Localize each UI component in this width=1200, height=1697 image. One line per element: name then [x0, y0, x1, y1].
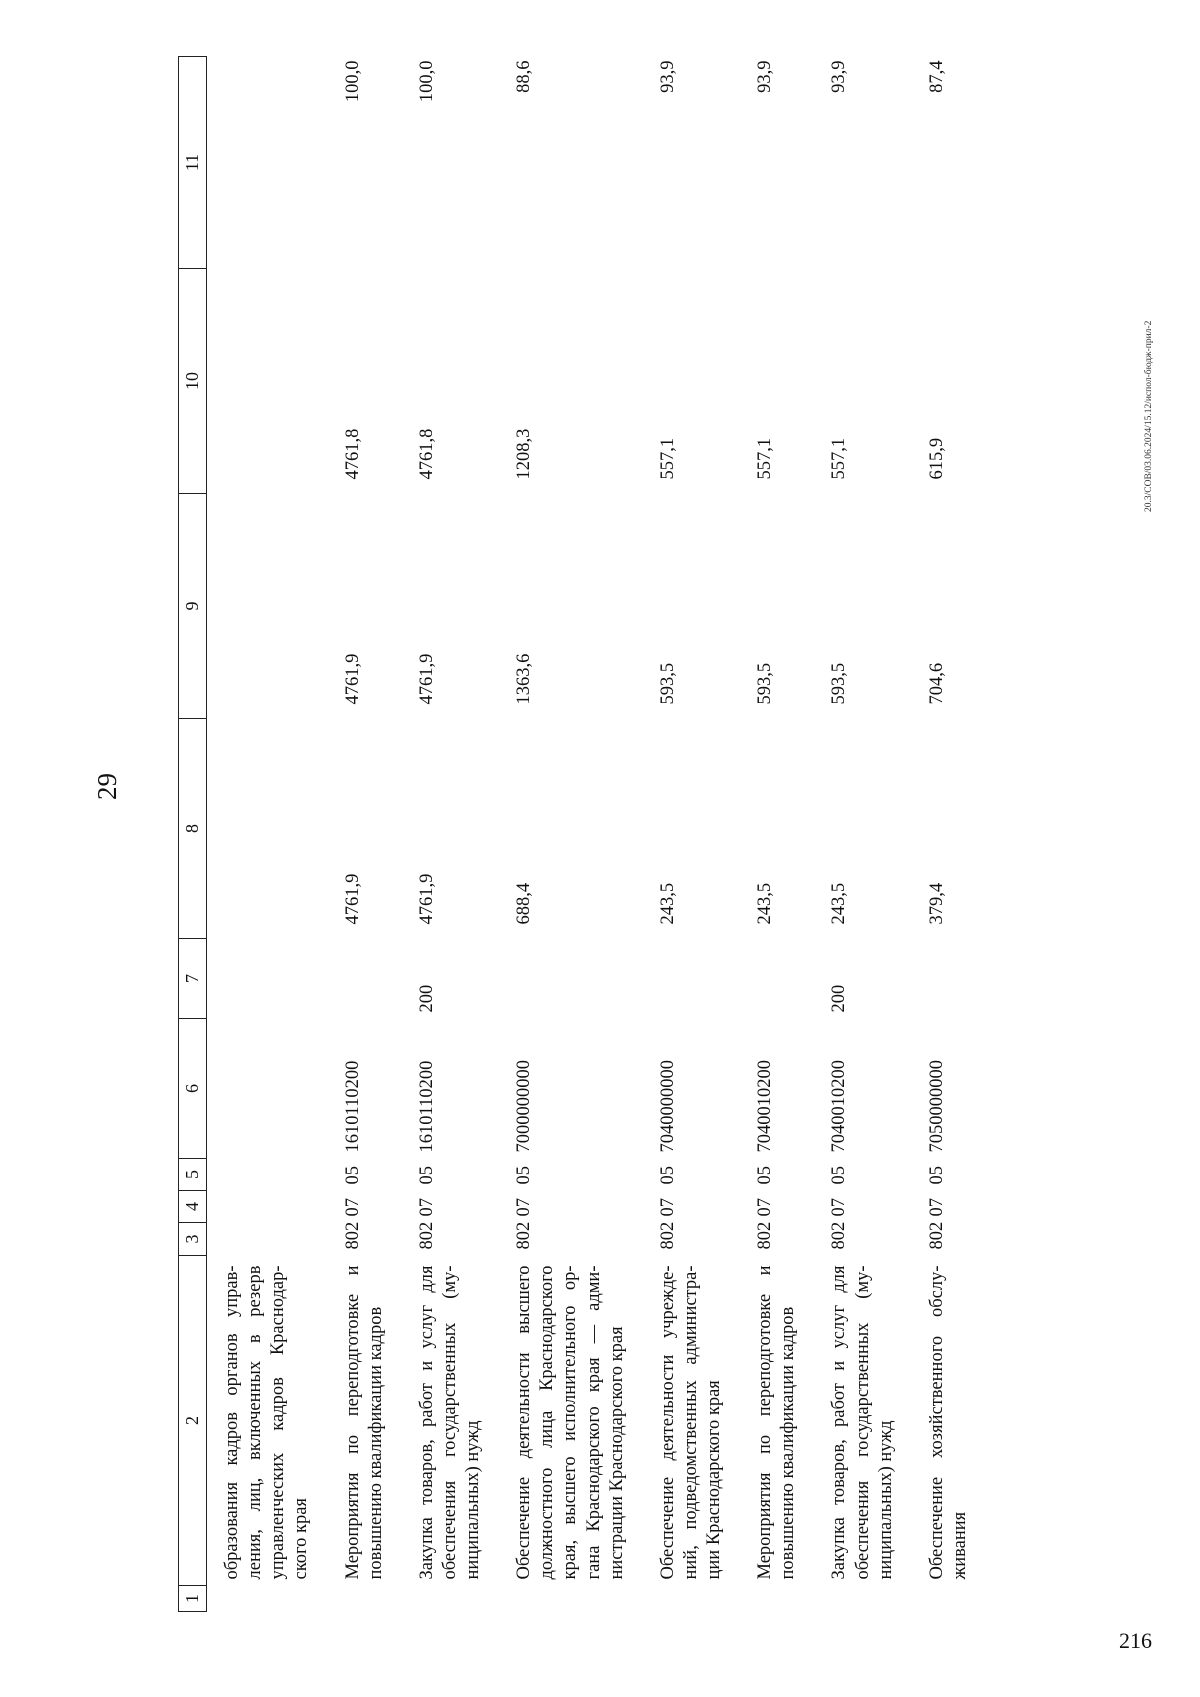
table-cell-col-7	[207, 939, 328, 1019]
table-cell-col-7: 200	[416, 984, 437, 1013]
header-col-8: 8	[179, 719, 207, 939]
table-cell-col-4: 07	[755, 1198, 776, 1217]
table-cell-col-1	[207, 1586, 328, 1612]
table-cell-col-9: 593,5	[829, 662, 850, 705]
table-cell-col-8: 243,5	[829, 882, 850, 925]
table-cell-col-9	[207, 494, 328, 719]
table-cell-col-1	[643, 1586, 740, 1612]
table-cell-col-3: 802	[829, 1221, 850, 1250]
header-col-2: 2	[179, 1256, 207, 1586]
table-cell-col-5: 05	[755, 1166, 776, 1185]
header-col-11: 11	[179, 57, 207, 269]
table-row	[402, 57, 499, 1612]
table-cell-col-8: 243,5	[755, 882, 776, 925]
table-cell-col-1	[402, 1586, 499, 1612]
table-cell-col-7	[643, 939, 740, 1019]
header-col-3: 3	[179, 1223, 207, 1256]
table-row	[328, 57, 402, 1612]
table-cell-col-8: 688,4	[514, 882, 535, 925]
table-cell-col-2: Мероприятия по переподготовке и повышению квалификации кадров	[342, 1265, 386, 1580]
table-cell-col-2: Обеспечение деятельности учрежде-ний, подведомственных администра-ции Краснодарского края	[657, 1265, 724, 1580]
header-col-9: 9	[179, 494, 207, 719]
table-cell-col-4	[207, 1191, 328, 1223]
table-cell-col-10: 557,1	[657, 437, 678, 480]
table-cell-col-9: 4761,9	[416, 653, 437, 705]
header-col-4: 4	[179, 1191, 207, 1223]
table-cell-col-7	[499, 939, 643, 1019]
table-cell-col-4: 07	[829, 1198, 850, 1217]
table-cell-col-6	[207, 1019, 328, 1159]
table-cell-col-10: 1208,3	[514, 428, 535, 480]
table-cell-col-3: 802	[926, 1221, 947, 1250]
table-cell-col-2: Мероприятия по переподготовке и повышению квалификации кадров	[755, 1265, 799, 1580]
table-cell-col-4: 07	[342, 1198, 363, 1217]
table-cell-col-5: 05	[926, 1166, 947, 1185]
header-col-7: 7	[179, 939, 207, 1019]
table-cell-col-10: 4761,8	[342, 428, 363, 480]
table-cell-col-7	[328, 939, 402, 1019]
sheet-number: 216	[1119, 1628, 1152, 1653]
table-cell-col-3: 802	[657, 1221, 678, 1250]
table-cell-col-10	[207, 269, 328, 494]
table-cell-col-7	[740, 939, 814, 1019]
table-cell-col-3	[207, 1223, 328, 1256]
table-cell-col-6: 7000000000	[514, 1060, 535, 1153]
table-row	[740, 57, 814, 1612]
table-cell-col-11	[207, 57, 328, 269]
budget-table-container	[178, 57, 981, 1612]
table-cell-col-5: 05	[514, 1166, 535, 1185]
header-col-6: 6	[179, 1019, 207, 1159]
table-cell-col-5: 05	[829, 1166, 850, 1185]
table-cell-col-5: 05	[342, 1166, 363, 1185]
table-cell-col-8: 379,4	[926, 882, 947, 925]
table-cell-col-1	[912, 1586, 986, 1612]
header-col-10: 10	[179, 269, 207, 494]
page-number: 29	[92, 773, 122, 800]
table-cell-col-9: 593,5	[755, 662, 776, 705]
table-cell-col-5: 05	[657, 1166, 678, 1185]
table-cell-col-10: 4761,8	[416, 428, 437, 480]
table-cell-col-4: 07	[416, 1198, 437, 1217]
table-cell-col-8: 4761,9	[416, 873, 437, 925]
table-cell-col-6: 7040000000	[657, 1060, 678, 1153]
table-row	[499, 57, 643, 1612]
table-row	[207, 57, 328, 1612]
table-cell-col-5: 05	[416, 1166, 437, 1185]
table-cell-col-11: 87,4	[926, 60, 947, 93]
table-cell-col-7	[912, 939, 986, 1019]
table-cell-col-1	[814, 1586, 911, 1612]
table-cell-col-11: 93,9	[755, 60, 776, 93]
table-cell-col-6: 1610110200	[416, 1060, 437, 1153]
header-col-1: 1	[179, 1586, 207, 1612]
table-cell-col-6: 7040010200	[755, 1060, 776, 1153]
table-cell-col-11: 93,9	[829, 60, 850, 93]
table-cell-col-5	[207, 1159, 328, 1191]
table-cell-col-2: Закупка товаров, работ и услуг для обеспечения государственных (му-ниципальных) нужд	[416, 1265, 483, 1580]
header-col-5: 5	[179, 1159, 207, 1191]
table-cell-col-9: 1363,6	[514, 653, 535, 705]
table-cell-col-11: 100,0	[416, 60, 437, 103]
table-cell-col-4: 07	[657, 1198, 678, 1217]
table-cell-col-9: 593,5	[657, 662, 678, 705]
table-cell-col-6: 7050000000	[926, 1060, 947, 1153]
table-cell-col-10: 615,9	[926, 437, 947, 480]
table-cell-col-10: 557,1	[829, 437, 850, 480]
table-cell-col-3: 802	[416, 1221, 437, 1250]
table-cell-col-2: образования кадров органов управ-ления, лиц, включенных в резерв управленческих кадров Краснодар-ского края	[222, 1265, 312, 1580]
table-cell-col-3: 802	[514, 1221, 535, 1250]
table-cell-col-8: 4761,9	[342, 873, 363, 925]
table-cell-col-2: Закупка товаров, работ и услуг для обеспечения государственных (му-ниципальных) нужд	[829, 1265, 896, 1580]
table-cell-col-10: 557,1	[755, 437, 776, 480]
table-cell-col-8: 243,5	[657, 882, 678, 925]
table-cell-col-6: 1610110200	[342, 1060, 363, 1153]
table-cell-col-11: 93,9	[657, 60, 678, 93]
header-row	[179, 57, 207, 1612]
table-cell-col-11: 100,0	[342, 60, 363, 103]
table-cell-col-7: 200	[829, 984, 850, 1013]
table-cell-col-8	[207, 719, 328, 939]
table-row	[912, 57, 986, 1612]
table-cell-col-11: 88,6	[514, 60, 535, 93]
table-cell-col-1	[328, 1586, 402, 1612]
table-cell-col-9: 704,6	[926, 662, 947, 705]
table-cell-col-4: 07	[926, 1198, 947, 1217]
table-cell-col-3: 802	[342, 1221, 363, 1250]
budget-table	[178, 56, 986, 1612]
table-cell-col-1	[740, 1586, 814, 1612]
table-cell-col-2: Обеспечение хозяйственного обслу-живания	[926, 1265, 970, 1580]
table-cell-col-1	[499, 1586, 643, 1612]
document-stamp: 20.3/СОВ/03.06.2024/15.12/испол-бюдж-прил-2	[1144, 320, 1154, 512]
table-cell-col-4: 07	[514, 1198, 535, 1217]
table-cell-col-3: 802	[755, 1221, 776, 1250]
table-cell-col-2: Обеспечение деятельности высшего должностного лица Краснодарского края, высшего исполнительного ор-гана Краснодарского края — адми-нистрации Краснодарского края	[514, 1265, 627, 1580]
table-body	[207, 57, 987, 1612]
table-row	[643, 57, 740, 1612]
table-cell-col-9: 4761,9	[342, 653, 363, 705]
table-cell-col-6: 7040010200	[829, 1060, 850, 1153]
table-row	[814, 57, 911, 1612]
